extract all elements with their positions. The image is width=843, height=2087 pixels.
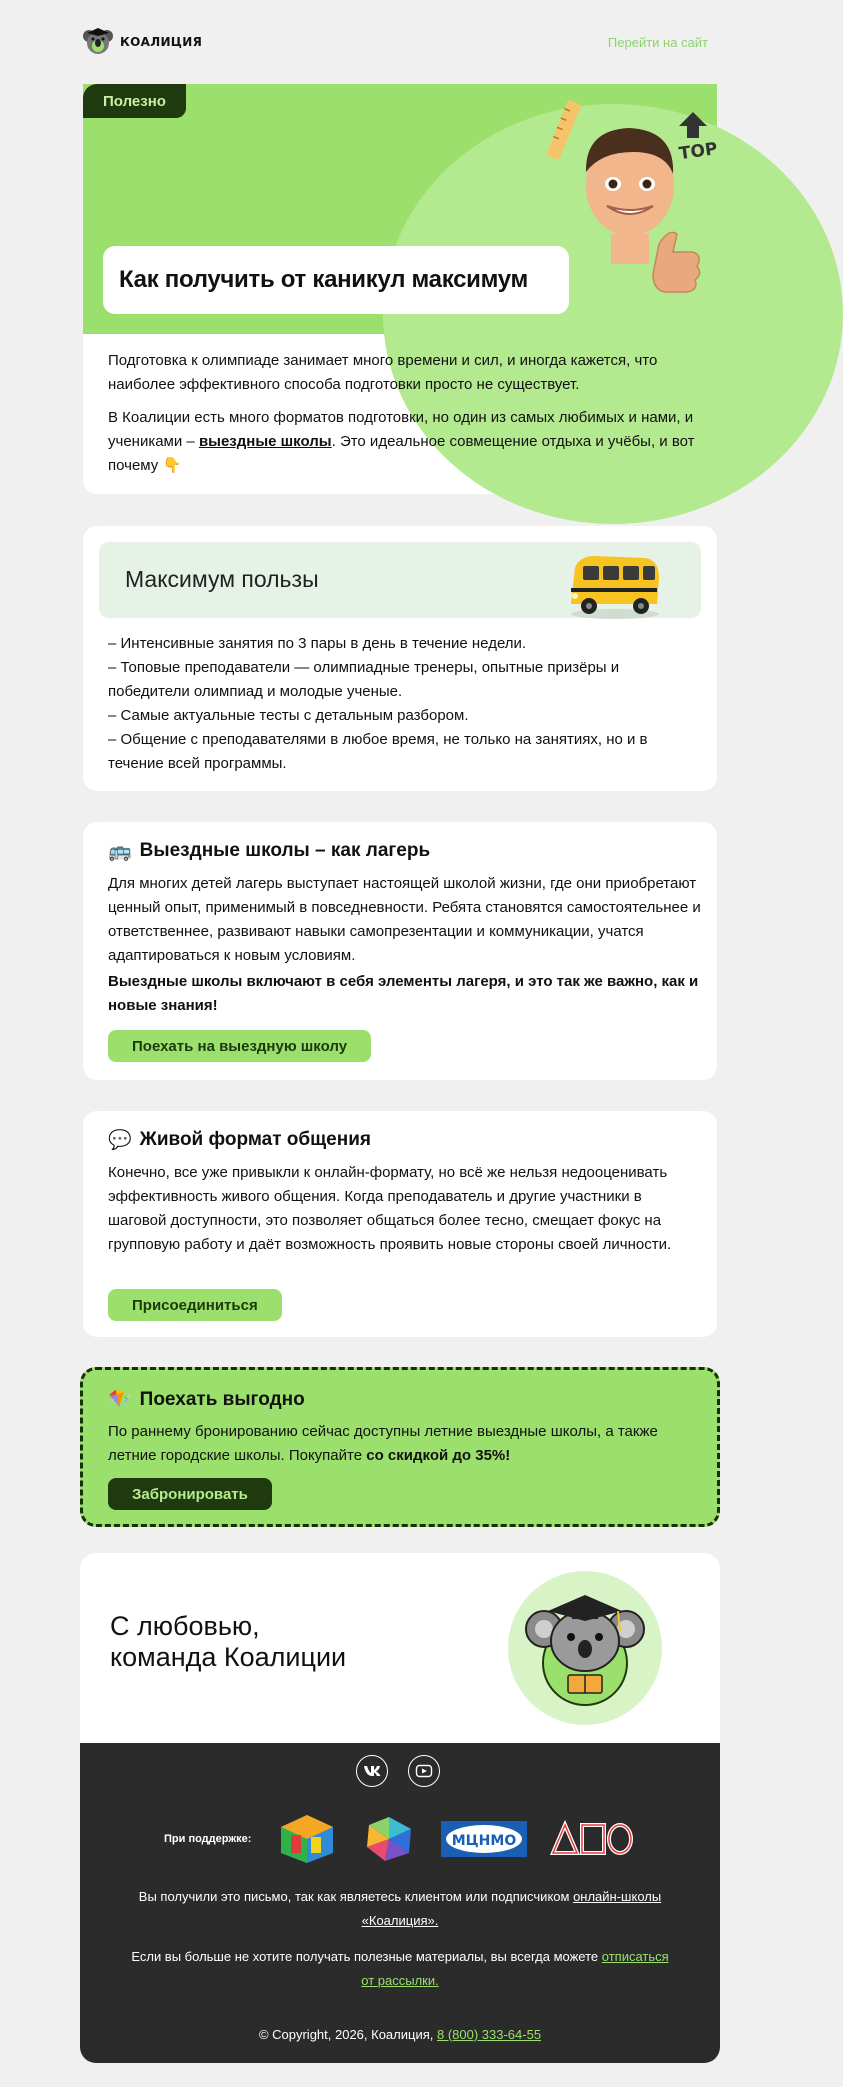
unsubscribe-link[interactable]: отписаться от рассылки.: [361, 1949, 669, 1988]
join-button[interactable]: Присоединиться: [108, 1289, 282, 1321]
book-button[interactable]: Забронировать: [108, 1478, 272, 1510]
offer-discount: со скидкой до 35%!: [366, 1447, 511, 1464]
live-title-text: Живой формат общения: [139, 1129, 371, 1150]
support-label: При поддержке:: [164, 1833, 252, 1845]
farewell-line-1: С любовью,: [110, 1611, 260, 1641]
koala-graduate-mascot-icon: [508, 1571, 662, 1725]
benefit-item: – Топовые преподаватели — олимпиадные тренеры, опытные призёры и победители олимпиад и молодые ученые.: [108, 659, 620, 700]
useful-badge: Полезно: [83, 84, 186, 118]
farewell-text: [110, 1611, 346, 1673]
mccme-logo-icon[interactable]: [441, 1819, 527, 1859]
camp-section-title: [108, 839, 430, 863]
camp-bold-text: Выездные школы включают в себя элементы лагеря, и это так же важно, как и новые знания!: [108, 973, 699, 1014]
away-schools-link[interactable]: выездные школы: [198, 433, 332, 450]
go-to-site-link[interactable]: Перейти на сайт: [607, 34, 708, 50]
intro-p2-text: В Коалиции есть много форматов подготовки, но один из самых любимых и нами, и учениками –: [108, 409, 694, 450]
email-header: [82, 22, 718, 62]
logo-text: КОАЛИЦИЯ: [120, 35, 203, 49]
hero-intro: [108, 349, 698, 487]
intro-paragraph-1: Подготовка к олимпиаде занимает много времени и сил, и иногда кажется, что наиболее эффективного способа подготовки просто не существует.: [108, 352, 658, 393]
logo[interactable]: [82, 26, 202, 58]
hero-card: [83, 84, 717, 494]
email-footer: [80, 1743, 720, 2063]
school-bus-icon: [565, 548, 665, 620]
supporters-row: [164, 1813, 635, 1865]
camp-text: Для многих детей лагерь выступает настоящей школой жизни, где они приобретают ценный опыт, применимый в повседневности. Ребята становятся самостоятельнее и ответственнее, развивают навыки самопрезентации и коммуникации, учатся адаптироваться к новым условиям.: [108, 875, 701, 964]
hero-title: Как получить от каникул максимум: [119, 266, 528, 293]
camp-title-text: Выездные школы – как лагерь: [139, 840, 431, 861]
farewell-line-2: команда Коалиции: [110, 1642, 347, 1672]
phone-link[interactable]: 8 (800) 333-64-55: [436, 2027, 542, 2042]
vk-icon[interactable]: [356, 1755, 388, 1787]
unsubscribe-note-text: Если вы больше не хотите получать полезные материалы, вы всегда можете: [131, 1949, 602, 1964]
partner-petals-logo-icon[interactable]: [359, 1813, 419, 1865]
offer-text-body: По раннему бронированию сейчас доступны летние выездные школы, а также летние городские школы. Покупайте: [108, 1423, 658, 1464]
offer-section-title: [108, 1388, 305, 1412]
copyright: [100, 2023, 700, 2047]
live-section-title: [108, 1128, 371, 1152]
copyright-text: © Copyright, 2026, Коалиция,: [258, 2027, 437, 2042]
unsubscribe-note: [100, 1945, 700, 1993]
online-school-link[interactable]: онлайн-школы «Коалиция».: [361, 1889, 662, 1928]
youtube-logo-glyph: [416, 1765, 432, 1777]
vk-logo-glyph: [363, 1765, 381, 1777]
offer-text: [108, 1420, 678, 1468]
koala-logo-icon: [82, 26, 114, 58]
benefit-item: – Интенсивные занятия по 3 пары в день в течение недели.: [108, 635, 527, 652]
live-text: Конечно, все уже привыкли к онлайн-формату, но всё же нельзя недооценивать эффективность живого общения. Когда преподаватель и другие участники в шаговой доступности, это позволяет общаться более тесно, смещает фокус на групповую работу и даёт возможность проявить новые стороны своей личности.: [108, 1164, 672, 1253]
subscription-note: [100, 1885, 700, 1933]
max-benefit-card: [83, 526, 717, 791]
live-format-card: [83, 1111, 717, 1337]
benefit-header: [99, 542, 701, 618]
social-links: [356, 1755, 440, 1787]
speech-bubble-emoji-icon: 💬: [108, 1130, 132, 1151]
benefit-title: Максимум пользы: [125, 566, 319, 592]
away-school-camp-card: [83, 822, 717, 1080]
offer-title-text: Поехать выгодно: [139, 1389, 305, 1410]
intro-paragraph-2: [108, 406, 698, 478]
go-to-away-school-button[interactable]: Поехать на выездную школу: [108, 1030, 371, 1062]
farewell-block: [80, 1553, 720, 1743]
kite-emoji-icon: 🪁: [108, 1390, 132, 1411]
hero-title-box: [103, 246, 569, 314]
intro-p2-tail: . Это идеальное совмещение отдыха и учёбы, и вот почему 👇: [108, 433, 695, 474]
subscription-note-text: Вы получили это письмо, так как являетесь клиентом или подписчиком: [138, 1889, 574, 1904]
offer-card: [80, 1367, 720, 1527]
benefit-item: – Самые актуальные тесты с детальным разбором.: [108, 707, 469, 724]
partner-cube-logo-icon[interactable]: [277, 1813, 337, 1865]
benefit-item: – Общение с преподавателями в любое время, не только на занятиях, но и в течение всей программы.: [108, 731, 648, 772]
benefit-list: [108, 632, 698, 776]
svg-text:TOP: TOP: [677, 138, 719, 165]
dpo-logo-icon[interactable]: [549, 1819, 635, 1859]
youtube-icon[interactable]: [408, 1755, 440, 1787]
bus-emoji-icon: 🚌: [108, 841, 132, 862]
svg-text:МЦНМО: МЦНМО: [452, 1833, 517, 1849]
